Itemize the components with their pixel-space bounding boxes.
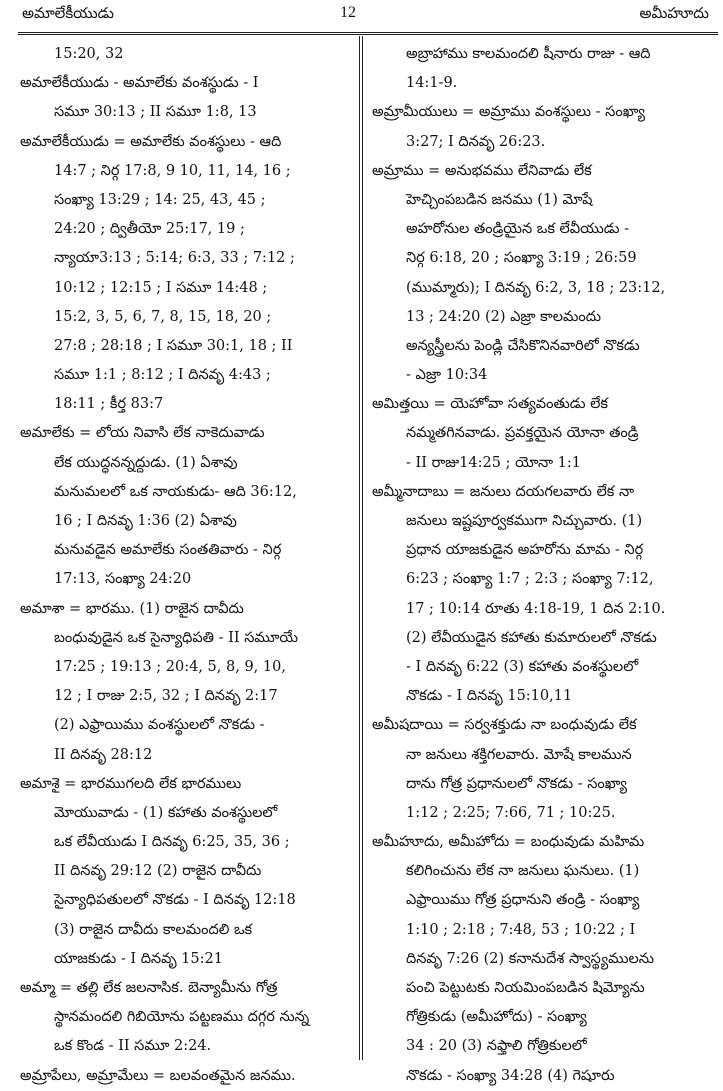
entry-text-line: 27:8 ; 28:18 ; I సమూ 30:1, 18 ; II: [54, 337, 293, 354]
entry-text-line: నొకడు - I దినవృ 15:10,11: [406, 688, 573, 705]
header-rule: [18, 32, 718, 33]
entry-text-line: 10:12 ; 12:15 ; I సమూ 14:48 ;: [54, 279, 268, 296]
entry-text-line: హెచ్చింపబడిన జనము (1) మోషే: [406, 191, 593, 208]
entry-headword-line: అమ్రామీయులు = అమ్రాము వంశస్థులు - సంఖ్యా: [372, 104, 645, 121]
entry-text-line: అబ్రాహాము కాలమందలి షీనారు రాజు - ఆది: [406, 46, 651, 62]
entry-text-line: II దినవృ 29:12 (2) రాజైన దావీదు: [54, 863, 262, 880]
entry-text-line: 14:1-9.: [406, 75, 458, 92]
entry-text-line: అన్యస్త్రీలను పెండ్లి చేసికొనినవారిలో నొకడు: [406, 337, 640, 354]
dictionary-entry: [20, 419, 350, 594]
column-divider-inner: [362, 36, 363, 1060]
entry-text-line: - II రాజు14:25 ; యోనా 1:1: [406, 454, 581, 471]
entry-headword-line: అమాలేకు = లోయ నివాసి లేక నాకెదువాడు: [20, 425, 265, 442]
entry-text-line: ఎఫ్రాయిము గోత్ర ప్రధానుని తండ్రి - సంఖ్యా: [406, 892, 640, 909]
entry-text-line: స్థానమందలి గిబియోను పట్టణము దగ్గర నున్న: [54, 1009, 310, 1026]
entry-text-line: దాను గోత్ర ప్రధానులలో నొకడు - సంఖ్యా: [406, 775, 628, 792]
dictionary-entry: [372, 157, 708, 391]
page-header: [0, 0, 723, 30]
dictionary-entry: [20, 974, 350, 1062]
entry-text-line: అహరోనుల తండ్రియైన ఒక లేవీయుడు -: [406, 221, 630, 238]
dictionary-entry: [20, 770, 350, 974]
entry-text-line: 15:2, 3, 5, 6, 7, 8, 15, 18, 20 ;: [54, 308, 272, 325]
entry-text-line: 13 ; 24:20 (2) ఎజ్రా కాలమందు: [406, 308, 601, 325]
entry-text-line: 14:7 ; నిర్గ 17:8, 9 10, 11, 14, 16 ;: [54, 162, 291, 179]
entry-text-line: 17:13, సంఖ్యా 24:20: [54, 571, 192, 588]
entry-text-line: గోత్రికుడు (అమీహోదు) - సంఖ్యా: [406, 1009, 587, 1026]
entry-text-line: 16 ; I దినవృ 1:36 (2) ఏశావు: [54, 513, 237, 529]
entry-text-line: 15:20, 32: [54, 46, 124, 62]
entry-text-line: 18:11 ; కీర్త 83:7: [54, 396, 164, 413]
entry-headword-line: అమాలేకీయుడు - అమాలేకు వంశస్థుడు - I: [20, 75, 259, 92]
entry-text-line: (2) ఎఫ్రాయిము వంశస్థులలో నొకడు -: [54, 717, 265, 734]
entry-text-line: (ముమ్మారు); I దినవృ 6:2, 3, 18 ; 23:12,: [406, 279, 666, 296]
column-divider: [359, 36, 360, 1060]
entry-headword-line: అమీహూదు, అమీహోదు = బంధువుడు మహిమ: [372, 834, 645, 851]
dictionary-entry: [20, 1062, 350, 1091]
dictionary-entry: [372, 40, 708, 98]
entry-headword-line: అమీషదాయి = సర్వశక్తుడు నా బంధువుడు లేక: [372, 717, 637, 734]
entry-text-line: 24:20 ; ద్వితీయో 25:17, 19 ;: [54, 221, 245, 238]
entry-text-line: సమూ 30:13 ; II సమూ 1:8, 13: [54, 104, 257, 121]
entry-text-line: - ఎజ్రా 10:34: [406, 367, 488, 384]
entry-text-line: పంచి పెట్టుటకు నియమింపబడిన షిమ్యోను: [406, 980, 645, 996]
dictionary-entry: [20, 595, 350, 770]
entry-text-line: II దినవృ 28:12: [54, 746, 153, 763]
entry-text-line: 1:12 ; 2:25; 7:66, 71 ; 10:25.: [406, 804, 616, 821]
entry-text-line: - I దినవృ 6:22 (3) కహాతు వంశస్థులలో: [406, 658, 639, 675]
dictionary-entry: [372, 390, 708, 478]
entry-text-line: లేక యుద్ధనన్నద్దుడు. (1) ఏశావు: [54, 454, 238, 471]
entry-text-line: సమూ 1:1 ; 8:12 ; I దినవృ 4:43 ;: [54, 367, 271, 384]
dictionary-entry: [20, 128, 350, 420]
dictionary-entry: [20, 69, 350, 127]
header-guide-word-right: అమీహూదు: [639, 4, 709, 22]
dictionary-entry: [372, 828, 708, 1091]
entry-text-line: నొకడు - సంఖ్యా 34:28 (4) గెషూరు: [406, 1067, 615, 1084]
page-number: 12: [340, 4, 356, 21]
entry-headword-line: అమిత్తయి = యెహోవా సత్యవంతుడు లేక: [372, 396, 608, 413]
dictionary-entry: [20, 40, 350, 69]
entry-text-line: జనులు ఇష్టపూర్వకముగా నిచ్చువారు. (1): [406, 513, 643, 529]
entry-text-line: ప్రధాన యాజకుడైన అహరోను మామ - నిర్గ: [406, 542, 644, 559]
entry-text-line: కలిగించును లేక నా జనులు ఘనులు. (1): [406, 863, 640, 880]
entry-headword-line: అమ్రాము = అనుభవము లేనివాడు లేక: [372, 162, 592, 179]
entry-text-line: సంఖ్యా 13:29 ; 14: 25, 43, 45 ;: [54, 191, 266, 208]
entry-headword-line: అమ్రాపేలు, అమ్రామేలు = బలవంతమైన జనము.: [20, 1067, 296, 1084]
entry-headword-line: అమాలేకీయుడు = అమాలేకు వంశస్థులు - ఆది: [20, 133, 282, 150]
entry-text-line: మోయువాడు - (1) కహాతు వంశస్థులలో: [54, 804, 278, 821]
entry-text-line: 17:25 ; 19:13 ; 20:4, 5, 8, 9, 10,: [54, 658, 286, 675]
entry-text-line: ఒక కొండ - II సమూ 2:24.: [54, 1038, 212, 1055]
entry-text-line: (2) లేవీయుడైన కహాతు కుమారులలో నొకడు: [406, 629, 657, 646]
entry-text-line: సైన్యాధిపతులలో నొకడు - I దినవృ 12:18: [54, 892, 296, 909]
entry-text-line: యాజకుడు - I దినవృ 15:21: [54, 950, 223, 967]
entry-headword-line: అమాశా = భారము. (1) రాజైన దావీదు: [20, 600, 244, 617]
entry-text-line: 6:23 ; సంఖ్యా 1:7 ; 2:3 ; సంఖ్యా 7:12,: [406, 571, 654, 588]
entry-text-line: 1:10 ; 2:18 ; 7:48, 53 ; 10:22 ; I: [406, 921, 636, 938]
entry-headword-line: అమ్మీనాదాబు = జనులు దయగలవారు లేక నా: [372, 483, 635, 500]
entry-text-line: 3:27; I దినవృ 26:23.: [406, 133, 546, 150]
entry-text-line: నమ్మతగినవాడు. ప్రవక్తయైన యోనా తండ్రి: [406, 425, 639, 442]
entry-text-line: మనువడైన అమాలేకు సంతతివారు - నిర్గ: [54, 542, 282, 559]
right-column: [372, 40, 708, 1091]
dictionary-entry: [372, 478, 708, 712]
left-column: [20, 40, 350, 1091]
entry-headword-line: అమ్మా = తల్లి లేక జలనాసిక. బెన్యామీను గోత్ర: [20, 980, 278, 996]
entry-text-line: (3) రాజైన దావీదు కాలమందలి ఒక: [54, 921, 253, 938]
dictionary-entry: [372, 98, 708, 156]
entry-text-line: బంధువుడైన ఒక సైన్యాధిపతి - II సమూయే: [54, 629, 299, 646]
entry-headword-line: అమాశై = భారముగలది లేక భారములు: [20, 775, 242, 792]
entry-text-line: నిర్గ 6:18, 20 ; సంఖ్యా 3:19 ; 26:59: [406, 250, 637, 267]
header-guide-word-left: అమాలేకీయుడు: [22, 4, 114, 22]
dictionary-entry: [372, 711, 708, 828]
entry-text-line: దినవృ 7:26 (2) కనానుదేశ స్వాస్థ్యములను: [406, 950, 655, 967]
entry-text-line: ఒక లేవీయుడు I దినవృ 6:25, 35, 36 ;: [54, 834, 290, 851]
entry-text-line: న్యాయా3:13 ; 5:14; 6:3, 33 ; 7:12 ;: [54, 250, 295, 267]
header-rule-inner: [18, 34, 718, 35]
entry-text-line: 17 ; 10:14 రూతు 4:18-19, 1 దిన 2:10.: [406, 600, 666, 617]
entry-text-line: 34 : 20 (3) నఫ్తాలి గోత్రికులలో: [406, 1038, 587, 1055]
entry-text-line: 12 ; I రాజు 2:5, 32 ; I దినవృ 2:17: [54, 688, 278, 705]
entry-text-line: నా జనులు శక్తిగలవారు. మోషే కాలమున: [406, 746, 632, 763]
entry-text-line: మనుమలలో ఒక నాయకుడు- ఆది 36:12,: [54, 483, 297, 500]
